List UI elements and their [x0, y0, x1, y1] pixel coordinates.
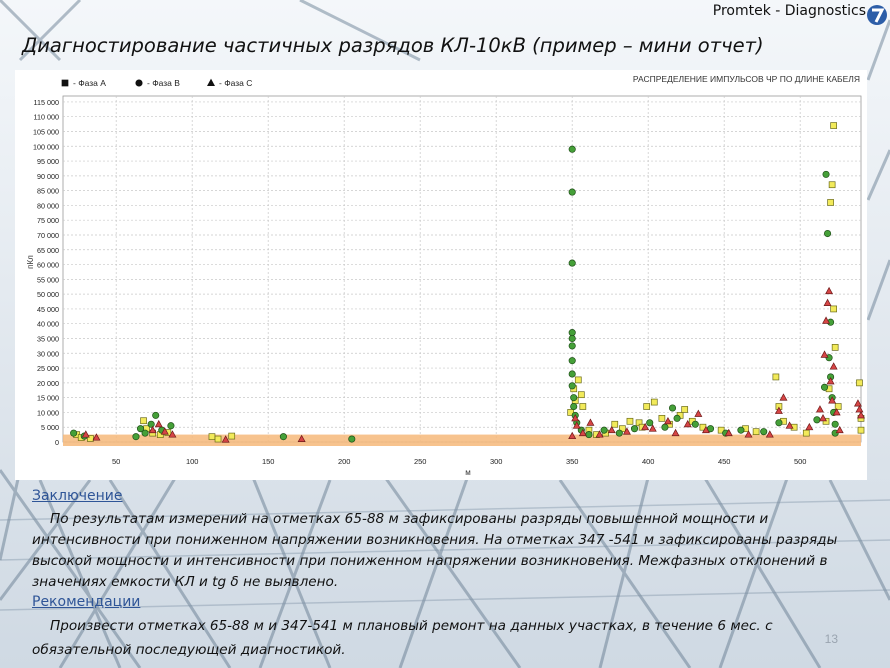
data-point-square — [831, 306, 837, 312]
data-point-circle — [692, 421, 698, 427]
data-point-circle — [586, 431, 592, 437]
data-point-circle — [70, 430, 76, 436]
y-tick-label: 0 — [55, 438, 59, 447]
data-point-circle — [821, 384, 827, 390]
y-tick-label: 30 000 — [37, 349, 59, 359]
data-point-square — [612, 421, 618, 427]
legend-label: - Фаза В — [147, 78, 180, 88]
data-point-circle — [631, 425, 637, 431]
data-point-square — [773, 374, 779, 380]
data-point-square — [856, 380, 862, 386]
y-tick-label: 105 000 — [33, 127, 59, 137]
data-point-circle — [569, 335, 575, 341]
data-point-circle — [569, 189, 575, 195]
y-tick-label: 75 000 — [37, 216, 59, 226]
x-tick-label: 100 — [185, 457, 199, 466]
data-point-circle — [569, 260, 575, 266]
data-point-circle — [616, 430, 622, 436]
x-axis-label: м — [465, 468, 471, 477]
data-point-circle — [153, 412, 159, 418]
data-point-square — [229, 433, 235, 439]
data-point-circle — [738, 427, 744, 433]
y-tick-label: 80 000 — [37, 201, 59, 211]
x-tick-label: 400 — [641, 457, 655, 466]
data-point-circle — [133, 433, 139, 439]
x-tick-label: 300 — [489, 457, 503, 466]
y-tick-label: 40 000 — [37, 319, 59, 329]
y-tick-label: 100 000 — [33, 142, 59, 152]
page-title: Диагностирование частичных разрядов КЛ-10кВ (пример – мини отчет) — [22, 34, 764, 57]
data-point-square — [575, 377, 581, 383]
data-point-circle — [601, 427, 607, 433]
data-point-circle — [569, 329, 575, 335]
y-tick-label: 90 000 — [37, 171, 59, 181]
data-point-circle — [823, 171, 829, 177]
y-axis-label: пКл — [26, 255, 35, 269]
data-point-circle — [669, 405, 675, 411]
data-point-square — [832, 344, 838, 350]
data-point-square — [828, 199, 834, 205]
data-point-square — [651, 399, 657, 405]
page-number: 13 — [824, 632, 838, 646]
data-point-square — [682, 406, 688, 412]
y-tick-label: 110 000 — [33, 112, 59, 122]
y-tick-label: 115 000 — [33, 97, 59, 107]
data-point-circle — [761, 428, 767, 434]
x-tick-label: 250 — [413, 457, 427, 466]
data-point-circle — [571, 394, 577, 400]
data-point-circle — [569, 383, 575, 389]
data-point-circle — [814, 417, 820, 423]
data-point-square — [659, 415, 665, 421]
data-point-square — [835, 404, 841, 410]
conclusion-heading: Заключение — [32, 488, 123, 504]
y-tick-label: 65 000 — [37, 245, 59, 255]
data-point-square — [627, 418, 633, 424]
y-tick-label: 25 000 — [37, 364, 59, 374]
y-tick-label: 70 000 — [37, 230, 59, 240]
y-tick-label: 50 000 — [37, 290, 59, 300]
brand-logo-icon — [866, 4, 888, 26]
y-tick-label: 15 000 — [37, 393, 59, 403]
x-tick-label: 200 — [337, 457, 351, 466]
y-tick-label: 35 000 — [37, 334, 59, 344]
chart-panel — [15, 70, 867, 480]
data-point-circle — [569, 343, 575, 349]
data-point-square — [215, 436, 221, 442]
data-point-square — [141, 418, 147, 424]
data-point-circle — [674, 415, 680, 421]
data-point-circle — [148, 421, 154, 427]
y-tick-label: 85 000 — [37, 186, 59, 196]
data-point-circle — [168, 423, 174, 429]
legend-marker-circle — [136, 80, 142, 86]
data-point-square — [753, 429, 759, 435]
data-point-circle — [569, 357, 575, 363]
brand-label: Promtek - Diagnostics — [712, 3, 866, 19]
data-point-circle — [824, 230, 830, 236]
noise-band — [63, 435, 861, 446]
x-tick-label: 150 — [261, 457, 275, 466]
plot-area — [63, 96, 861, 442]
data-point-square — [829, 182, 835, 188]
y-tick-label: 10 000 — [37, 408, 59, 418]
chart-title: РАСПРЕДЕЛЕНИЕ ИМПУЛЬСОВ ЧР ПО ДЛИНЕ КАБЕЛЯ — [632, 74, 860, 84]
pd-distribution-chart — [15, 70, 867, 480]
data-point-circle — [662, 424, 668, 430]
y-tick-label: 5 000 — [41, 423, 59, 433]
data-point-circle — [142, 430, 148, 436]
chart-legend — [62, 78, 252, 88]
data-point-circle — [280, 433, 286, 439]
data-point-square — [858, 427, 864, 433]
data-point-square — [209, 434, 215, 440]
data-point-circle — [776, 420, 782, 426]
data-point-circle — [569, 146, 575, 152]
data-point-circle — [349, 436, 355, 442]
x-tick-label: 450 — [717, 457, 731, 466]
y-tick-label: 45 000 — [37, 304, 59, 314]
data-point-square — [580, 404, 586, 410]
data-point-circle — [647, 420, 653, 426]
legend-marker-square — [62, 80, 68, 86]
recommendations-heading: Рекомендации — [32, 594, 141, 610]
x-tick-label: 500 — [793, 457, 807, 466]
data-point-square — [578, 392, 584, 398]
y-tick-label: 60 000 — [37, 260, 59, 270]
y-tick-label: 55 000 — [37, 275, 59, 285]
data-point-square — [831, 123, 837, 129]
data-point-circle — [571, 403, 577, 409]
recommendations-text: Произвести отметках 65-88 м и 347-541 м плановый ремонт на данных участках, в течение 6 мес. с обязательной последующей диагностикой. — [32, 618, 773, 658]
conclusion-text: По результатам измерений на отметках 65-88 м зафиксированы разряды повышенной мощности и интенсивности при пониженном напряжении возникновения. На отметках 347 -541 м зафиксированы разряды высокой мощности и интенсивности при пониженном напряжении возникновения. Межфазных отклонений в значениях емкости КЛ и tg δ не выявлено. — [32, 511, 838, 590]
data-point-circle — [832, 421, 838, 427]
data-point-circle — [569, 371, 575, 377]
legend-label: - Фаза А — [73, 78, 106, 88]
x-tick-label: 50 — [112, 457, 121, 466]
data-point-square — [644, 404, 650, 410]
x-tick-label: 350 — [565, 457, 579, 466]
data-point-square — [803, 430, 809, 436]
y-tick-label: 95 000 — [37, 157, 59, 167]
legend-label: - Фаза С — [219, 78, 253, 88]
y-tick-label: 20 000 — [37, 378, 59, 388]
